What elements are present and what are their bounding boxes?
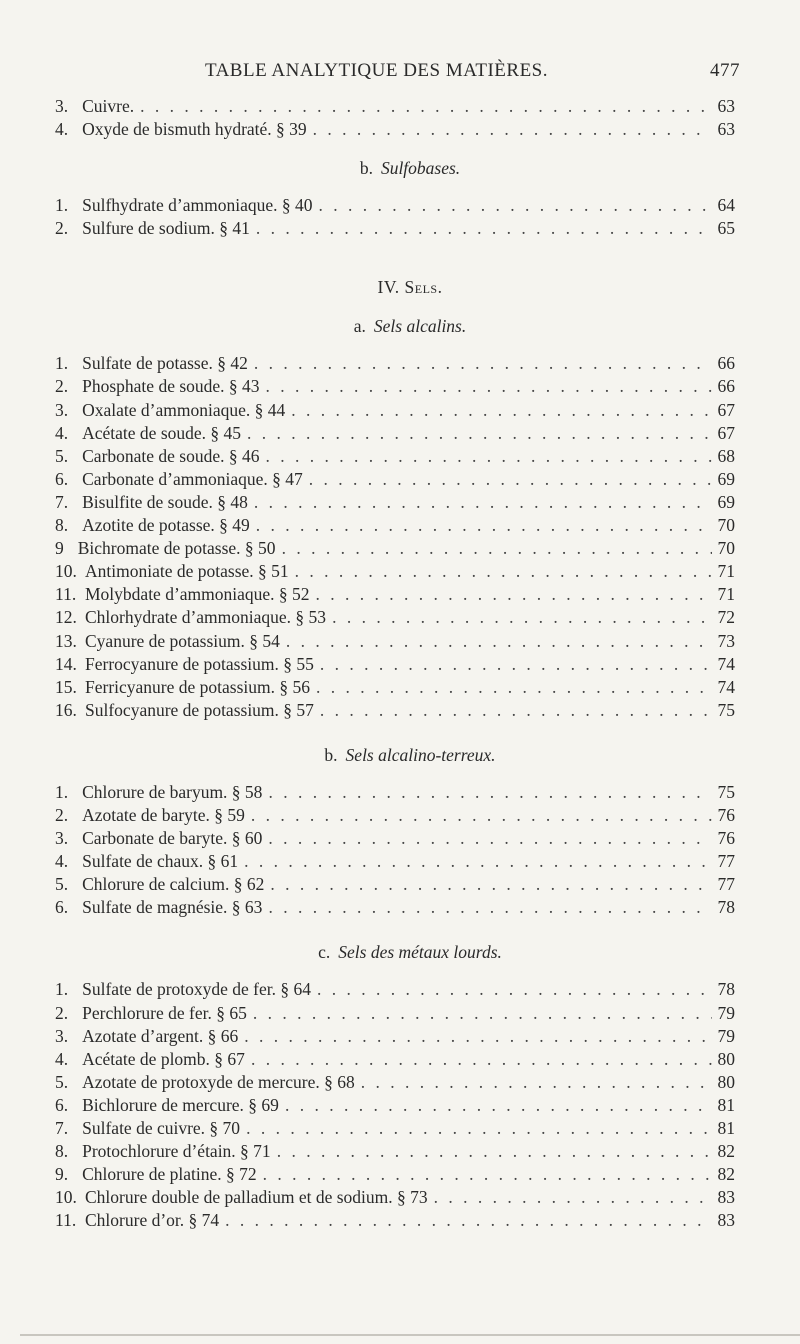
entry-page: 81	[717, 1094, 735, 1115]
entry-number: 4.	[55, 422, 69, 443]
toc-entry	[55, 119, 735, 142]
entry-number: 11.	[55, 1210, 77, 1231]
entry-text: Azotite de potasse. § 49	[82, 515, 250, 536]
entry-number: 2.	[55, 1002, 69, 1023]
dot-leader	[285, 1095, 712, 1116]
toc-entry	[55, 828, 735, 851]
subsection-heading-alcalino-terreux	[55, 743, 735, 768]
entry-number: 10.	[55, 1187, 77, 1208]
dot-leader	[313, 119, 712, 140]
toc-entry	[55, 1049, 735, 1072]
toc-entry	[55, 400, 735, 423]
entry-page: 78	[717, 979, 735, 1000]
toc-entry	[55, 1187, 735, 1210]
dot-leader	[316, 677, 711, 698]
entry-text: Azotate de protoxyde de mercure. § 68	[82, 1071, 355, 1092]
entry-page: 76	[717, 828, 735, 849]
entry-number: 4.	[55, 1048, 69, 1069]
entry-text: Sulfate de protoxyde de fer. § 64	[82, 979, 312, 1000]
entry-number: 6.	[55, 1094, 69, 1115]
entry-page: 77	[717, 851, 735, 872]
dot-leader	[317, 979, 711, 1000]
entry-text: Cuivre.	[82, 96, 135, 116]
entry-page: 79	[717, 1025, 735, 1046]
dot-leader	[316, 584, 712, 605]
entry-text: Oxyde de bismuth hydraté. § 39	[82, 119, 307, 140]
entry-page: 83	[717, 1210, 735, 1231]
entry-page: 67	[717, 422, 735, 443]
entry-number: 2.	[55, 218, 69, 239]
entry-number: 1.	[55, 195, 69, 216]
entry-page: 78	[717, 897, 735, 918]
toc-entry	[55, 1003, 735, 1026]
entry-number: 2.	[55, 376, 69, 397]
entry-list-alcalino-terreux	[55, 782, 735, 921]
entry-text: Molybdate d’ammoniaque. § 52	[85, 584, 310, 605]
entry-page: 63	[717, 96, 735, 116]
toc-entry	[55, 469, 735, 492]
toc-entry	[55, 782, 735, 805]
dot-leader	[266, 376, 712, 397]
toc-entry	[55, 979, 735, 1002]
toc-entry	[55, 1210, 735, 1233]
dot-leader	[332, 607, 711, 628]
entry-number: 3.	[55, 1025, 69, 1046]
entry-number: 5.	[55, 1071, 69, 1092]
dot-leader	[282, 538, 712, 559]
subsection-letter: a.	[353, 316, 366, 337]
dot-leader	[319, 195, 712, 216]
dot-leader	[295, 561, 712, 582]
entry-number: 16.	[55, 699, 77, 720]
entry-number: 8.	[55, 1141, 69, 1162]
entry-text: Acétate de soude. § 45	[82, 422, 242, 443]
running-header	[55, 60, 740, 86]
entry-number: 9	[55, 538, 64, 559]
entry-text: Sulfate de chaux. § 61	[82, 851, 239, 872]
entry-list-alcalins	[55, 353, 735, 723]
dot-leader	[246, 1118, 711, 1139]
entry-page: 71	[717, 561, 735, 582]
toc-entry	[55, 677, 735, 700]
dot-leader	[263, 1164, 712, 1185]
entry-text: Chlorhydrate d’ammoniaque. § 53	[85, 607, 327, 628]
entry-text: Carbonate de soude. § 46	[82, 445, 260, 466]
entry-text: Azotate d’argent. § 66	[82, 1025, 239, 1046]
entry-page: 77	[717, 874, 735, 895]
dot-leader	[251, 1049, 712, 1070]
dot-leader	[247, 423, 711, 444]
dot-leader	[277, 1141, 712, 1162]
toc-entry	[55, 492, 735, 515]
entry-number: 4.	[55, 851, 69, 872]
dot-leader	[244, 1026, 711, 1047]
dot-leader	[225, 1210, 711, 1231]
toc-entry	[55, 631, 735, 654]
entry-page: 74	[717, 653, 735, 674]
toc-entry	[55, 700, 735, 723]
entry-page: 82	[717, 1141, 735, 1162]
entry-text: Chlorure double de palladium et de sodium. § 73	[85, 1187, 428, 1208]
entry-number: 1.	[55, 353, 69, 374]
subsection-heading-metaux-lourds	[55, 940, 735, 965]
dot-leader	[268, 897, 711, 918]
dot-leader	[286, 631, 712, 652]
toc-entry	[55, 584, 735, 607]
toc-entry	[55, 607, 735, 630]
toc-entry	[55, 897, 735, 920]
entry-page: 83	[717, 1187, 735, 1208]
entry-page: 68	[717, 445, 735, 466]
dot-leader	[320, 654, 712, 675]
entry-page: 73	[717, 630, 735, 651]
entry-page: 76	[717, 804, 735, 825]
toc-entry	[55, 1026, 735, 1049]
entry-text: Chlorure de platine. § 72	[82, 1164, 257, 1185]
entry-page: 66	[717, 353, 735, 374]
subsection-title: Sulfobases.	[380, 158, 461, 179]
dot-leader	[266, 446, 712, 467]
entry-number: 6.	[55, 897, 69, 918]
entry-text: Chlorure de baryum. § 58	[82, 781, 263, 802]
entry-page: 70	[717, 538, 735, 559]
entry-page: 69	[717, 468, 735, 489]
subsection-heading-sulfobases	[55, 156, 735, 181]
entry-text: Bisulfite de soude. § 48	[82, 491, 248, 512]
entry-list-sulfobases	[55, 195, 735, 241]
toc-entry	[55, 423, 735, 446]
entry-text: Chlorure d’or. § 74	[85, 1210, 220, 1231]
dot-leader	[320, 700, 712, 721]
toc-entry	[55, 1164, 735, 1187]
dot-leader	[256, 218, 712, 239]
subsection-letter: c.	[318, 942, 331, 963]
entry-page: 67	[717, 399, 735, 420]
entry-text: Acétate de plomb. § 67	[82, 1048, 245, 1069]
entry-list-metaux-lourds	[55, 979, 735, 1233]
entry-number: 5.	[55, 445, 69, 466]
entry-number: 3.	[55, 96, 69, 116]
entry-page: 63	[717, 119, 735, 140]
entry-text: Carbonate de baryte. § 60	[82, 828, 263, 849]
section-numeral: IV.	[377, 277, 400, 298]
entry-page: 82	[717, 1164, 735, 1185]
bottom-edge-rule	[20, 1334, 800, 1336]
entry-text: Sulfhydrate d’ammoniaque. § 40	[82, 195, 313, 216]
entry-number: 7.	[55, 491, 69, 512]
entry-page: 75	[717, 699, 735, 720]
entry-text: Bichlorure de mercure. § 69	[82, 1094, 279, 1115]
toc-entry	[55, 1072, 735, 1095]
dot-leader	[434, 1187, 712, 1208]
toc-entry	[55, 851, 735, 874]
subsection-heading-alcalins	[55, 314, 735, 339]
entry-number: 8.	[55, 515, 69, 536]
dot-leader	[361, 1072, 712, 1093]
dot-leader	[268, 828, 711, 849]
toc-entry	[55, 538, 735, 561]
toc-entry	[55, 1118, 735, 1141]
toc-entry	[55, 654, 735, 677]
entry-number: 10.	[55, 561, 77, 582]
toc-entry	[55, 96, 735, 119]
entry-text: Sulfate de potasse. § 42	[82, 353, 248, 374]
entry-text: Bichromate de potasse. § 50	[77, 538, 276, 559]
entry-text: Protochlorure d’étain. § 71	[82, 1141, 271, 1162]
entry-list-top	[55, 96, 735, 142]
page-number: 477	[710, 60, 740, 81]
subsection-title: Sels alcalins.	[373, 316, 467, 337]
entry-page: 64	[717, 195, 735, 216]
entry-number: 14.	[55, 653, 77, 674]
subsection-title: Sels des métaux lourds.	[338, 942, 502, 963]
table-of-contents	[55, 96, 735, 1233]
entry-number: 5.	[55, 874, 69, 895]
toc-entry	[55, 1095, 735, 1118]
dot-leader	[254, 353, 712, 374]
toc-entry	[55, 195, 735, 218]
entry-text: Sulfate de cuivre. § 70	[82, 1118, 241, 1138]
entry-page: 74	[717, 676, 735, 697]
dot-leader	[254, 492, 712, 513]
subsection-title: Sels alcalino-terreux.	[345, 744, 496, 765]
entry-text: Oxalate d’ammoniaque. § 44	[82, 399, 286, 420]
dot-leader	[256, 515, 712, 536]
entry-text: Cyanure de potassium. § 54	[85, 630, 280, 651]
toc-entry	[55, 515, 735, 538]
entry-page: 65	[717, 218, 735, 239]
header-title: TABLE ANALYTIQUE DES MATIÈRES.	[205, 60, 549, 81]
entry-page: 80	[717, 1048, 735, 1069]
entry-number: 3.	[55, 828, 69, 849]
entry-text: Ferricyanure de potassium. § 56	[85, 676, 311, 697]
entry-text: Phosphate de soude. § 43	[82, 376, 260, 397]
entry-number: 15.	[55, 676, 77, 697]
entry-number: 2.	[55, 804, 69, 825]
dot-leader	[270, 874, 711, 895]
entry-number: 12.	[55, 607, 77, 628]
dot-leader	[244, 851, 711, 872]
entry-number: 13.	[55, 630, 77, 651]
toc-entry	[55, 376, 735, 399]
toc-entry	[55, 805, 735, 828]
dot-leader	[253, 1003, 712, 1024]
section-heading-iv	[55, 275, 735, 300]
entry-number: 4.	[55, 119, 69, 140]
subsection-letter: b.	[359, 158, 373, 179]
entry-number: 3.	[55, 399, 69, 420]
entry-text: Antimoniate de potasse. § 51	[85, 561, 289, 582]
entry-page: 69	[717, 491, 735, 512]
entry-page: 66	[717, 376, 735, 397]
subsection-letter: b.	[324, 744, 338, 765]
section-title: Sels.	[404, 277, 443, 298]
dot-leader	[251, 805, 712, 826]
toc-entry	[55, 1141, 735, 1164]
toc-entry	[55, 561, 735, 584]
entry-page: 72	[717, 607, 735, 628]
entry-number: 11.	[55, 584, 77, 605]
entry-number: 9.	[55, 1164, 69, 1185]
entry-number: 6.	[55, 468, 69, 489]
dot-leader	[309, 469, 712, 490]
entry-text: Ferrocyanure de potassium. § 55	[85, 653, 314, 674]
toc-entry	[55, 353, 735, 376]
entry-page: 79	[717, 1002, 735, 1023]
entry-text: Sulfocyanure de potassium. § 57	[85, 699, 314, 720]
toc-entry	[55, 218, 735, 241]
entry-text: Perchlorure de fer. § 65	[82, 1002, 247, 1023]
entry-number: 1.	[55, 979, 69, 1000]
entry-text: Sulfure de sodium. § 41	[82, 218, 250, 239]
entry-page: 80	[717, 1071, 735, 1092]
entry-text: Carbonate d’ammoniaque. § 47	[82, 468, 303, 489]
toc-entry	[55, 874, 735, 897]
entry-page: 75	[717, 781, 735, 802]
entry-page: 70	[717, 515, 735, 536]
toc-entry	[55, 446, 735, 469]
entry-text: Chlorure de calcium. § 62	[82, 874, 265, 895]
dot-leader	[140, 96, 711, 117]
entry-text: Sulfate de magnésie. § 63	[82, 897, 263, 918]
dot-leader	[291, 400, 711, 421]
entry-text: Azotate de baryte. § 59	[82, 804, 245, 825]
entry-number: 7.	[55, 1118, 69, 1138]
dot-leader	[268, 782, 711, 803]
entry-number: 1.	[55, 781, 69, 802]
entry-page: 81	[717, 1118, 735, 1138]
entry-page: 71	[717, 584, 735, 605]
